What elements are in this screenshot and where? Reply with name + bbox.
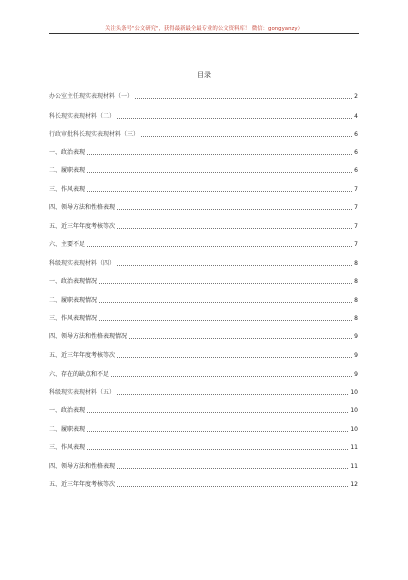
toc-entry[interactable] (49, 386, 358, 396)
toc-entry[interactable] (49, 330, 358, 340)
toc-dot-leader (99, 302, 352, 303)
toc-dot-leader (87, 449, 348, 450)
toc-entry-label: 六、存在的缺点和不足 (49, 371, 110, 378)
toc-entry-page-number: 8 (354, 297, 358, 304)
toc-entry[interactable] (49, 368, 358, 378)
toc-entry[interactable] (49, 423, 358, 433)
toc-entry-label: 二、履职表现 (49, 426, 86, 433)
toc-entry-label: 五、近三年年度考核等次 (49, 223, 116, 230)
toc-entry-page-number: 8 (354, 315, 358, 322)
toc-entry[interactable] (49, 110, 358, 120)
toc-dot-leader (117, 209, 352, 210)
toc-dot-leader (87, 154, 352, 155)
toc-entry[interactable] (49, 294, 358, 304)
toc-entry-page-number: 10 (350, 426, 358, 433)
toc-entry-label: 科长现实表现材料（二） (49, 113, 116, 120)
toc-title: 目录 (197, 71, 211, 79)
toc-entry-label: 三、作风表现情况 (49, 315, 98, 322)
toc-entry-label: 五、近三年年度考核等次 (49, 481, 116, 488)
toc-entry-page-number: 7 (354, 241, 358, 248)
toc-entry-page-number: 4 (354, 113, 358, 120)
toc-entry-page-number: 11 (350, 444, 358, 451)
toc-entry-label: 六、主要不足 (49, 241, 86, 248)
toc-entry[interactable] (49, 404, 358, 414)
toc-dot-leader (99, 283, 352, 284)
toc-entry-label: 科级现实表现材料（五） (49, 389, 116, 396)
toc-entry[interactable] (49, 349, 358, 359)
toc-entry-label: 一、政治表现情况 (49, 278, 98, 285)
toc-entry[interactable] (49, 220, 358, 230)
toc-dot-leader (117, 357, 352, 358)
toc-entry[interactable] (49, 257, 358, 267)
toc-entry[interactable] (49, 478, 358, 488)
toc-entry-label: 二、履职表现 (49, 167, 86, 174)
toc-entry-page-number: 7 (354, 223, 358, 230)
toc-entry-page-number: 6 (354, 149, 358, 156)
toc-entry-page-number: 11 (350, 463, 358, 470)
toc-entry-label: 一、政治表现 (49, 149, 86, 156)
toc-entry-label: 科级现实表现材料（四） (49, 260, 116, 267)
toc-dot-leader (129, 338, 352, 339)
toc-entry-label: 一、政治表现 (49, 407, 86, 414)
toc-entry-label: 三、作风表现 (49, 444, 86, 451)
toc-entry-page-number: 12 (350, 481, 358, 488)
toc-dot-leader (87, 191, 352, 192)
toc-entry[interactable] (49, 460, 358, 470)
toc-entry-label: 四、领导方法和性格表现情况 (49, 333, 128, 340)
toc-dot-leader (117, 228, 352, 229)
toc-entry[interactable] (49, 90, 358, 100)
toc-entry-page-number: 9 (354, 333, 358, 340)
toc-entry-page-number: 7 (354, 186, 358, 193)
toc-dot-leader (117, 394, 348, 395)
toc-entry-page-number: 9 (354, 371, 358, 378)
toc-entry-page-number: 2 (354, 93, 358, 100)
toc-dot-leader (87, 172, 352, 173)
toc-entry[interactable] (49, 441, 358, 451)
toc-dot-leader (99, 320, 352, 321)
toc-entry-page-number: 10 (350, 389, 358, 396)
toc-entry-page-number: 7 (354, 204, 358, 211)
toc-entry[interactable] (49, 238, 358, 248)
toc-entry-label: 办公室主任现实表现材料（一） (49, 93, 134, 100)
toc-dot-leader (87, 431, 348, 432)
toc-entry-label: 二、履职表现情况 (49, 297, 98, 304)
toc-dot-leader (111, 376, 352, 377)
toc-entry-page-number: 10 (350, 407, 358, 414)
toc-entry-label: 三、作风表现 (49, 186, 86, 193)
toc-dot-leader (135, 98, 352, 99)
toc-entry[interactable] (49, 275, 358, 285)
header-divider (49, 33, 359, 34)
toc-entry-page-number: 6 (354, 167, 358, 174)
toc-entry[interactable] (49, 201, 358, 211)
toc-dot-leader (117, 265, 352, 266)
toc-dot-leader (87, 246, 352, 247)
toc-dot-leader (117, 118, 352, 119)
toc-entry-page-number: 8 (354, 278, 358, 285)
toc-entry-label: 五、近三年年度考核等次 (49, 352, 116, 359)
toc-entry-label: 四、领导方法和性格表现 (49, 204, 116, 211)
toc-entry-label: 四、领导方法和性格表现 (49, 463, 116, 470)
toc-entry[interactable] (49, 312, 358, 322)
toc-entry[interactable] (49, 146, 358, 156)
toc-entry-page-number: 9 (354, 352, 358, 359)
toc-entry-page-number: 8 (354, 260, 358, 267)
toc-entry[interactable] (49, 183, 358, 193)
toc-dot-leader (117, 486, 348, 487)
toc-dot-leader (117, 468, 348, 469)
toc-dot-leader (87, 412, 348, 413)
toc-dot-leader (141, 136, 352, 137)
toc-entry[interactable] (49, 128, 358, 138)
toc-entry-label: 行政审批科长现实表现材料（三） (49, 131, 140, 138)
page-header-text: 关注头条号"公文研究"，获得最新最全最专业的公文资料库！ 微信：gongyanzy） (105, 26, 303, 32)
toc-entry[interactable] (49, 164, 358, 174)
toc-entry-page-number: 6 (354, 131, 358, 138)
